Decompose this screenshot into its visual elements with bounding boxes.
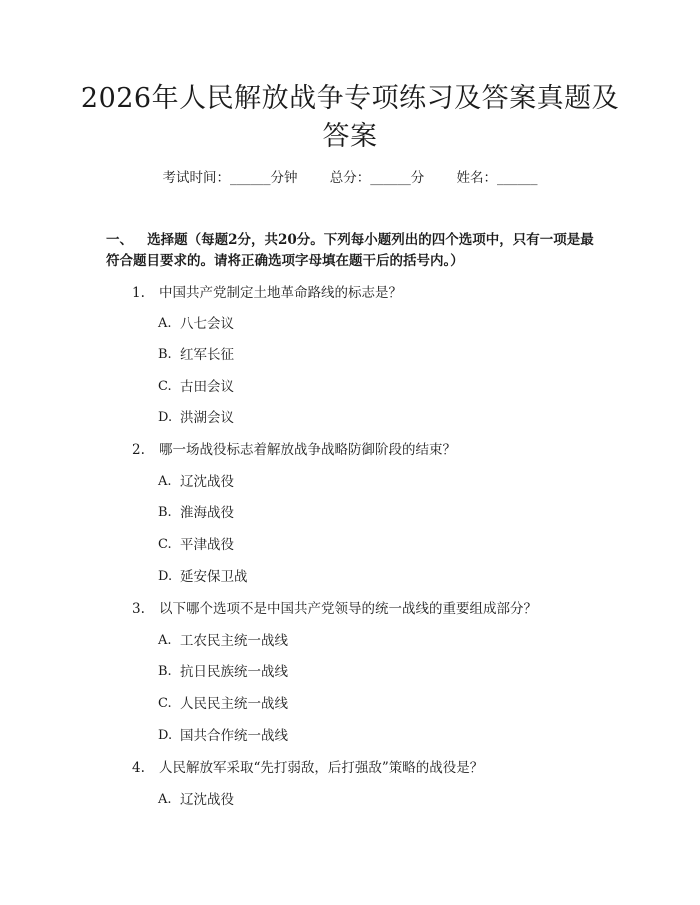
question-3-number: 3. — [132, 601, 145, 617]
question-4-number: 4. — [132, 760, 145, 776]
question-3-option-c-text: 人民民主统一战线 — [180, 696, 288, 712]
question-1-option-c-text: 古田会议 — [180, 379, 234, 395]
question-4-text: 人民解放军采取“先打弱敌，后打强敌”策略的战役是？ — [159, 760, 484, 776]
question-1-option-d-letter: D. — [158, 410, 173, 425]
question-3-option-a-text: 工农民主统一战线 — [180, 633, 288, 649]
question-3-option-d-letter: D. — [158, 728, 173, 743]
question-2-option-b-text: 淮海战役 — [180, 505, 234, 521]
question-2-option-c-letter: C. — [158, 537, 172, 552]
question-3-option-c-letter: C. — [158, 696, 172, 711]
section-number: 一、 — [106, 232, 133, 248]
question-1-number: 1. — [132, 285, 145, 301]
question-2-text: 哪一场战役标志着解放战争战略防御阶段的结束？ — [159, 442, 456, 458]
student-name-label: 姓名：______ — [456, 170, 538, 186]
question-2-option-c-text: 平津战役 — [180, 537, 234, 553]
question-1-text: 中国共产党制定土地革命路线的标志是？ — [159, 285, 402, 301]
question-1-option-a-letter: A. — [158, 316, 172, 331]
question-4-option-a-letter: A. — [158, 792, 172, 807]
question-1-option-b-text: 红军长征 — [180, 347, 234, 363]
document-title: 2026年人民解放战争专项练习及答案真题及答案 — [80, 83, 620, 152]
question-2-option-a-letter: A. — [158, 474, 172, 489]
question-1-option-b-letter: B. — [158, 347, 172, 362]
question-2-option-a-text: 辽沈战役 — [180, 474, 234, 490]
question-2-option-d-letter: D. — [158, 569, 173, 584]
question-1-option-d-text: 洪湖会议 — [180, 410, 234, 426]
exam-info-line — [0, 168, 700, 188]
question-3-option-a-letter: A. — [158, 633, 172, 648]
question-3-option-b-letter: B. — [158, 664, 172, 679]
total-score-label: 总分：______分 — [329, 170, 425, 186]
question-3-text: 以下哪个选项不是中国共产党领导的统一战线的重要组成部分？ — [159, 601, 537, 617]
question-3-option-d-text: 国共合作统一战线 — [180, 728, 288, 744]
question-4-option-a-text: 辽沈战役 — [180, 792, 234, 808]
question-3-option-b-text: 抗日民族统一战线 — [180, 664, 288, 680]
question-1-option-a-text: 八七会议 — [180, 316, 234, 332]
question-2-number: 2. — [132, 442, 145, 458]
question-2-option-d-text: 延安保卫战 — [180, 569, 248, 585]
section-heading — [106, 230, 606, 272]
exam-time-label: 考试时间：______分钟 — [162, 170, 298, 186]
question-1-option-c-letter: C. — [158, 379, 172, 394]
section-heading-text: 选择题（每题2分，共20分。下列每小题列出的四个选项中，只有一项是最符合题目要求的。请将正确选项字母填在题干后的括号内。） — [106, 232, 594, 269]
question-2-option-b-letter: B. — [158, 505, 172, 520]
